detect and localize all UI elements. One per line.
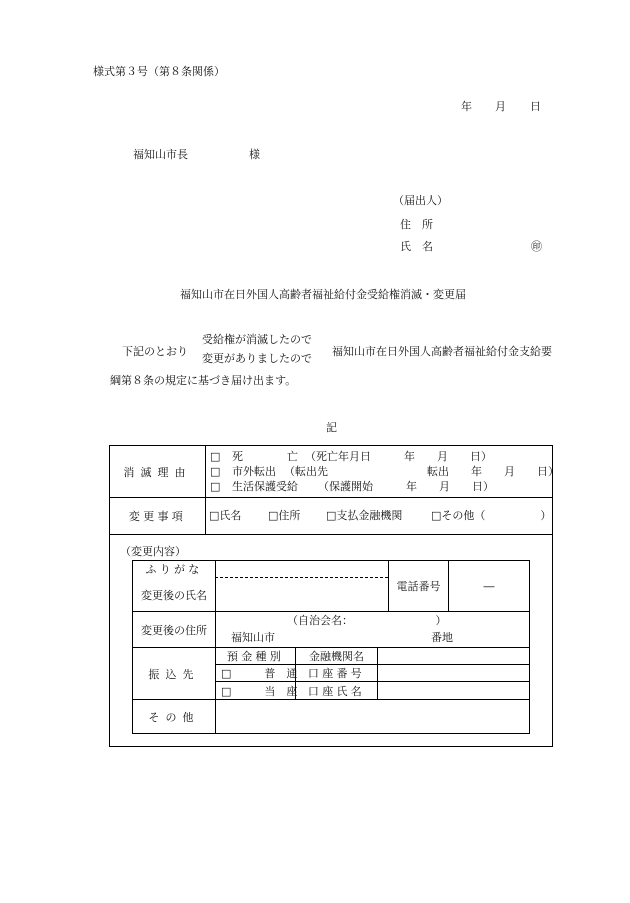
deposit-type-label: 預金種別 <box>226 650 285 663</box>
address-banchi: 番地 <box>431 631 453 644</box>
checkbox-welfare[interactable]: □ <box>210 480 221 493</box>
applicant-label: （届出人） <box>393 194 448 207</box>
reason-move-out-detail: （転出先 転出 年 月 日） <box>284 465 559 478</box>
change-option-bank[interactable]: □支払金融機関 <box>326 509 403 522</box>
intro-suffix: 福知山市在日外国人高齢者福祉給付金支給要 <box>332 345 552 358</box>
applicant-address-label: 住 所 <box>400 218 433 231</box>
other-label: その他 <box>148 710 200 724</box>
phone-value: ― <box>483 579 495 593</box>
change-content-label: （変更内容） <box>120 545 186 558</box>
checkbox-move-out[interactable]: □ <box>210 465 221 478</box>
bank-name-label: 金融機関名 <box>309 650 364 663</box>
reason-welfare-detail: （保護開始 年 月 日） <box>318 480 494 493</box>
reason-move-out: 市外転出 <box>232 465 276 478</box>
furigana-label: ふりがな <box>145 563 203 576</box>
change-option-other[interactable]: □その他（ ） <box>431 509 552 522</box>
transfer-label: 振込先 <box>148 667 200 681</box>
date-month: 月 <box>495 100 506 113</box>
deposit-checking[interactable]: □ 当 座 <box>221 684 298 698</box>
form-number: 様式第３号（第８条関係） <box>93 65 225 78</box>
document-title: 福知山市在日外国人高齢者福祉給付金受給権消滅・変更届 <box>180 288 466 301</box>
reason-welfare: 生活保護受給 <box>232 480 298 493</box>
ki-heading: 記 <box>326 421 337 434</box>
account-name-label: 口座氏名 <box>307 684 366 698</box>
account-no-label: 口座番号 <box>307 667 366 680</box>
change-option-address[interactable]: □住所 <box>268 509 301 522</box>
reason-label: 消滅理由 <box>123 465 192 479</box>
intro-line2: 綱第８条の規定に基づき届け出ます。 <box>110 374 297 387</box>
change-option-name[interactable]: □氏名 <box>209 509 242 522</box>
change-label: 変更事項 <box>128 510 187 523</box>
checkbox-death[interactable]: □ <box>210 450 221 463</box>
seal-mark: ㊞ <box>531 240 542 253</box>
deposit-ordinary[interactable]: □ 普 通 <box>221 667 298 680</box>
reason-death: 死 亡 <box>232 450 298 463</box>
new-name-label: 変更後の氏名 <box>141 588 207 602</box>
intro-option-changed: 変更がありましたので <box>202 352 312 365</box>
date-year: 年 <box>461 100 472 113</box>
reason-death-detail: （死亡年月日 年 月 日） <box>305 450 492 463</box>
date-day: 日 <box>530 100 541 113</box>
intro-prefix: 下記のとおり <box>122 345 188 358</box>
addressee-name: 福知山市長 <box>133 148 188 161</box>
applicant-name-label: 氏 名 <box>400 240 433 253</box>
jichikai-label: （自治会名： ） <box>287 614 447 627</box>
addressee-honorific: 様 <box>249 148 260 161</box>
new-address-label: 変更後の住所 <box>141 623 207 637</box>
phone-label: 電話番号 <box>396 580 441 593</box>
address-city: 福知山市 <box>231 631 275 644</box>
intro-option-extinguished: 受給権が消滅したので <box>202 333 312 346</box>
